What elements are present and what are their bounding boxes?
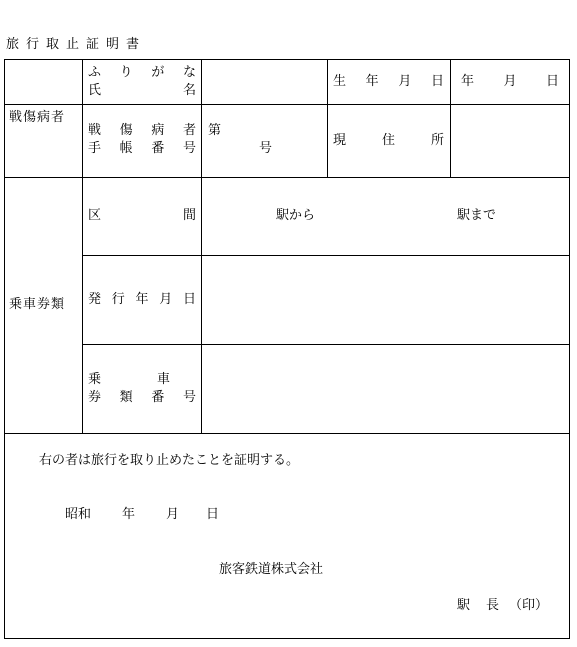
seal-mark: （印） <box>509 598 549 613</box>
rule-issue <box>82 344 569 345</box>
rule-col3 <box>327 60 328 177</box>
certify-text: 右の者は旅行を取り止めたことを証明する。 <box>39 453 300 468</box>
ticket-no-line1: 乗 車 <box>88 372 170 387</box>
section-label: 区 間 <box>88 208 196 223</box>
rule-section <box>82 255 569 256</box>
date-year: 年 <box>122 507 136 522</box>
date-day: 日 <box>206 507 220 522</box>
section-field[interactable] <box>203 179 569 254</box>
name-field[interactable] <box>203 61 326 103</box>
furigana-label: ふ り が な <box>88 65 196 80</box>
birth-label: 生 年 月 日 <box>333 74 444 89</box>
ticket-no-line2: 券 類 番 号 <box>88 390 196 405</box>
veteran-label: 戦傷病者 <box>9 110 66 125</box>
rule-row1 <box>5 104 569 105</box>
address-field[interactable] <box>452 106 568 176</box>
document-title: 旅行取止証明書 <box>6 37 147 52</box>
station-from: 駅から <box>276 208 316 223</box>
company-name: 旅客鉄道株式会社 <box>219 562 324 577</box>
handbook-label-line1: 戦 傷 病 者 <box>88 123 196 138</box>
date-month: 月 <box>166 507 180 522</box>
stationmaster-eki: 駅 <box>457 598 471 613</box>
handbook-go: 号 <box>259 141 273 156</box>
ticket-label: 乗車券類 <box>9 297 66 312</box>
rule-col4 <box>450 60 451 177</box>
handbook-number-field[interactable] <box>203 106 326 176</box>
station-to: 駅まで <box>457 208 497 223</box>
rule-col1 <box>82 60 83 433</box>
certificate-form <box>4 59 570 639</box>
handbook-label-line2: 手 帳 番 号 <box>88 141 196 156</box>
birth-value-field[interactable]: 年 月 日 <box>461 74 559 89</box>
rule-col2 <box>201 60 202 433</box>
address-label: 現 住 所 <box>333 133 444 148</box>
issue-date-field[interactable] <box>203 257 569 343</box>
rule-row2 <box>5 177 569 178</box>
stationmaster-signature[interactable] <box>457 598 553 614</box>
handbook-dai: 第 <box>208 123 222 138</box>
ticket-number-field[interactable] <box>203 346 569 432</box>
issue-date-label: 発 行 年 月 日 <box>88 292 196 307</box>
date-era: 昭和 <box>65 507 92 522</box>
certify-date[interactable] <box>65 507 225 523</box>
rule-tickets <box>5 433 569 434</box>
name-label: 氏 名 <box>88 83 196 98</box>
stationmaster-cho: 長 <box>486 598 500 613</box>
